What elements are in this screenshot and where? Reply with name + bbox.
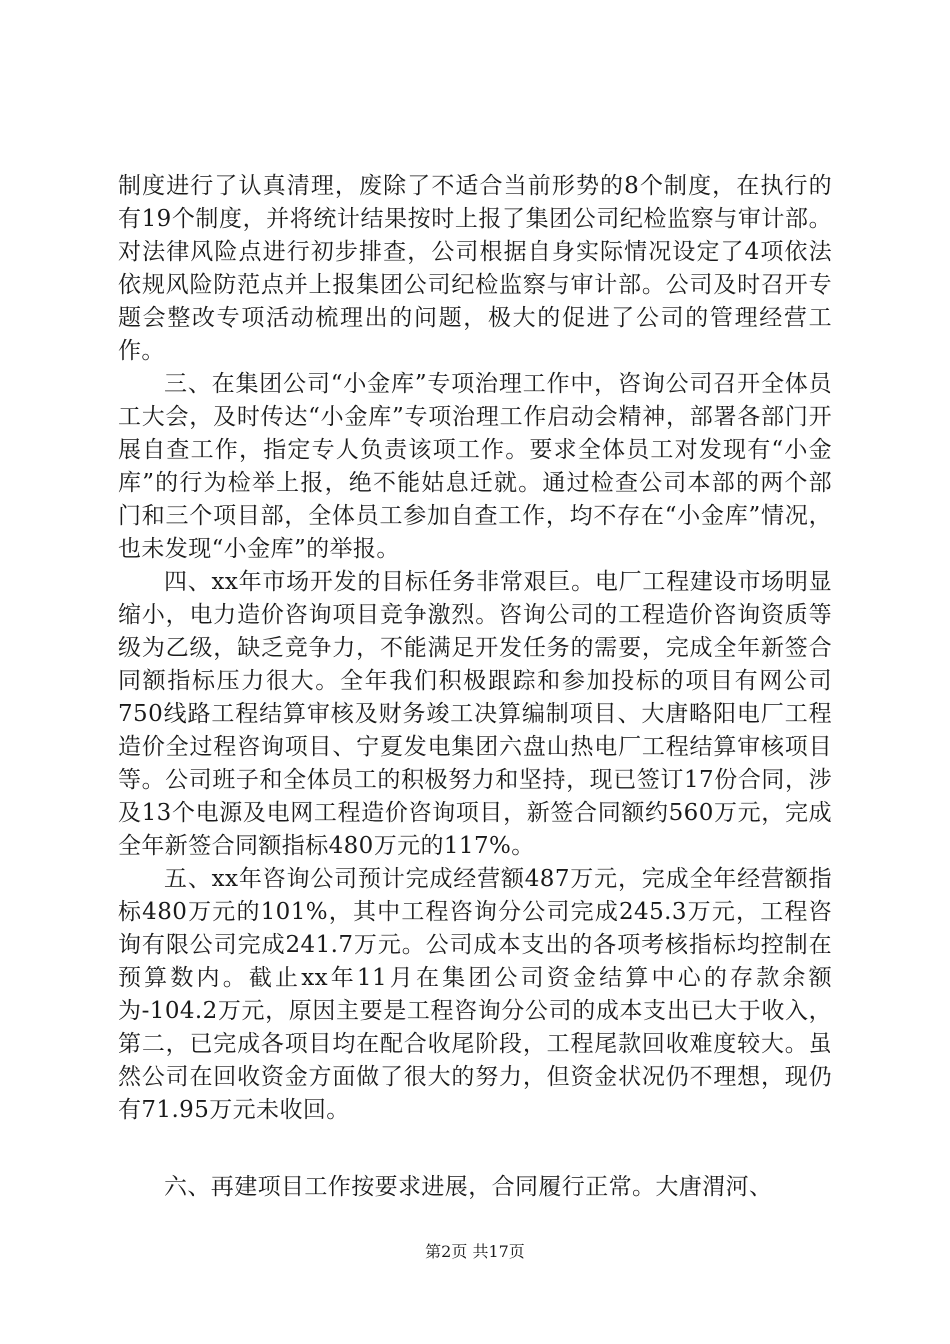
document-body — [118, 170, 832, 1204]
paragraph-continued: 制度进行了认真清理，废除了不适合当前形势的8个制度，在执行的有19个制度，并将统计结果按时上报了集团公司纪检监察与审计部。对法律风险点进行初步排查，公司根据自身实际情况设定了4项依法依规风险防范点并上报集团公司纪检监察与审计部。公司及时召开专题会整改专项活动梳理出的问题，极大的促进了公司的管理经营工作。 — [118, 173, 832, 364]
page-number-footer: 第2页 共17页 — [425, 1242, 525, 1261]
paragraph-section-6: 六、再建项目工作按要求进展，合同履行正常。大唐渭河、 — [164, 1174, 773, 1200]
paragraph-section-5: 五、xx年咨询公司预计完成经营额487万元，完成全年经营额指标480万元的101%，其中工程咨询分公司完成245.3万元，工程咨询有限公司完成241.7万元。公司成本支出的各项考核指标均控制在预算数内。截止xx年11月在集团公司资金结算中心的存款余额为-104.2万元，原因主要是工程咨询分公司的成本支出已大于收入，第二，已完成各项目均在配合收尾阶段，工程尾款回收难度较大。虽然公司在回收资金方面做了很大的努力，但资金状况仍不理想，现仍有71.95万元未收回。 — [118, 866, 832, 1123]
paragraph-section-4: 四、xx年市场开发的目标任务非常艰巨。电厂工程建设市场明显缩小，电力造价咨询项目竞争激烈。咨询公司的工程造价咨询资质等级为乙级，缺乏竞争力，不能满足开发任务的需要，完成全年新签合同额指标压力很大。全年我们积极跟踪和参加投标的项目有网公司750线路工程结算审核及财务竣工决算编制项目、大唐略阳电厂工程造价全过程咨询项目、宁夏发电集团六盘山热电厂工程结算审核项目等。公司班子和全体员工的积极努力和坚持，现已签订17份合同，涉及13个电源及电网工程造价咨询项目，新签合同额约560万元，完成全年新签合同额指标480万元的117%。 — [118, 569, 832, 859]
paragraph-section-3: 三、在集团公司“小金库”专项治理工作中，咨询公司召开全体员工大会，及时传达“小金库”专项治理工作启动会精神，部署各部门开展自查工作，指定专人负责该项工作。要求全体员工对发现有“小金库”的行为检举上报，绝不能姑息迁就。通过检查公司本部的两个部门和三个项目部，全体员工参加自查工作，均不存在“小金库”情况，也未发现“小金库”的举报。 — [118, 371, 832, 562]
